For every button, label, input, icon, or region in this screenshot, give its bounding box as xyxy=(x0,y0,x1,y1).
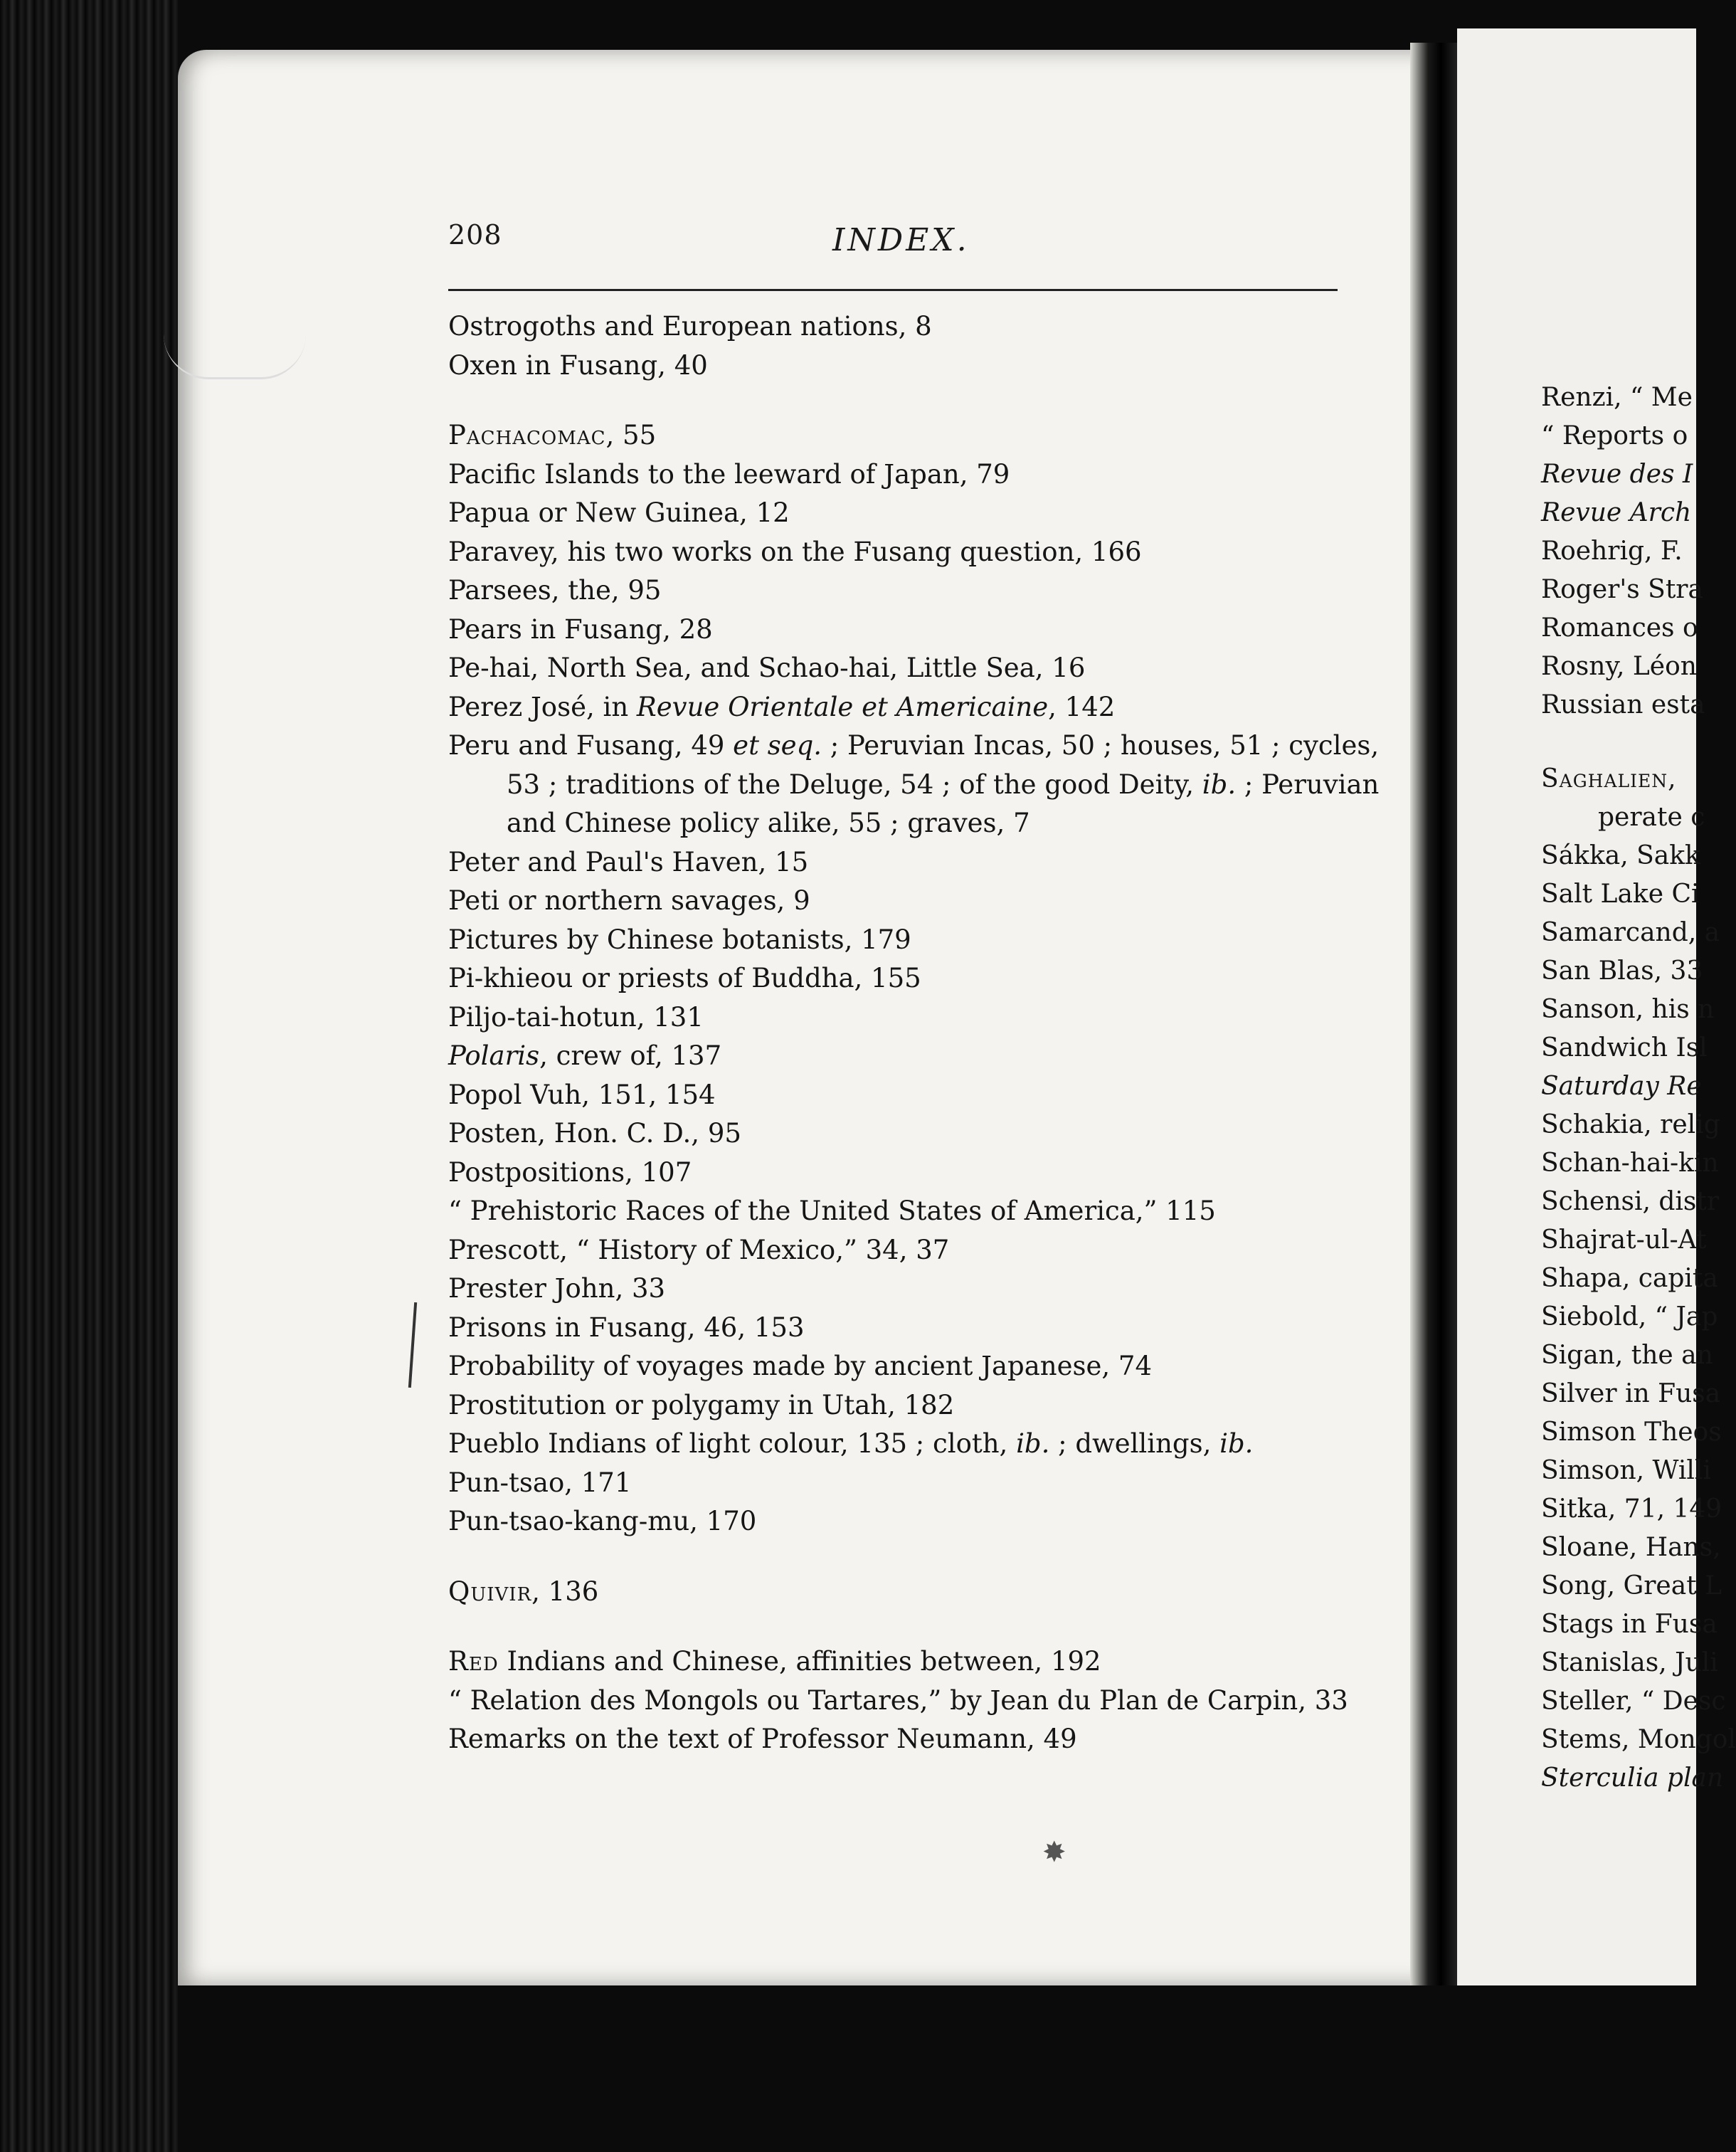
index-entry-text: Song, Great L xyxy=(1541,1571,1722,1600)
index-entry xyxy=(448,1037,1359,1076)
index-entry xyxy=(1541,1413,1726,1452)
index-entry-text: Prostitution or polygamy in Utah, 182 xyxy=(448,1389,955,1420)
index-entry-text: Steller, “ Desc xyxy=(1541,1687,1726,1716)
index-entry-continuation xyxy=(448,804,1359,843)
index-entry-text: Sigan, the an xyxy=(1541,1341,1713,1370)
index-entry-text: Pun-tsao, 171 xyxy=(448,1467,632,1498)
index-entry xyxy=(1541,1567,1726,1605)
index-entry-text: Revue des I xyxy=(1541,460,1693,489)
index-entry-text: Polaris xyxy=(448,1040,540,1071)
index-entry-text: Pears in Fusang, 28 xyxy=(448,613,713,645)
index-entry-text: Quivir xyxy=(448,1576,532,1607)
index-entry-text: ib. xyxy=(1202,769,1237,800)
index-entries xyxy=(448,307,1380,1759)
index-entry-continuation xyxy=(1541,798,1726,837)
index-entry xyxy=(448,843,1359,882)
index-entry xyxy=(448,1231,1359,1270)
index-entry-text: ; dwellings, xyxy=(1049,1428,1220,1459)
index-entry xyxy=(1541,1721,1736,1759)
index-entry xyxy=(1541,914,1726,952)
index-entry-text: ib. xyxy=(1016,1428,1050,1459)
index-entry xyxy=(1541,686,1726,724)
index-entry-text: Prescott, “ History of Mexico,” 34, 37 xyxy=(448,1234,950,1265)
index-entry-text: , 55 xyxy=(605,420,657,450)
index-entry xyxy=(448,1425,1359,1464)
index-entry-text: Sandwich Isl xyxy=(1541,1033,1708,1062)
index-entry-text: Peru and Fusang, 49 xyxy=(448,730,734,761)
index-entry-text: Saturday Re xyxy=(1541,1072,1702,1101)
index-entry xyxy=(448,1192,1359,1231)
index-entry-text: “ Prehistoric Races of the United States of America,” 115 xyxy=(448,1196,1216,1226)
index-entry xyxy=(1541,648,1726,686)
index-entry xyxy=(448,1682,1359,1721)
index-entry-text: Stags in Fusa xyxy=(1541,1610,1718,1639)
index-entry-text: Salt Lake Ci xyxy=(1541,880,1700,909)
index-entry xyxy=(1541,1529,1726,1567)
index-entry-text: “ Reports o xyxy=(1541,421,1688,450)
index-entry xyxy=(448,1502,1359,1541)
index-entry-text: Postpositions, 107 xyxy=(448,1156,692,1188)
index-entry-text: San Blas, 33 xyxy=(1541,956,1703,986)
index-entry xyxy=(1541,455,1726,494)
index-entry-text: Shapa, capita xyxy=(1541,1264,1718,1293)
index-entry xyxy=(448,1347,1359,1386)
running-head: INDEX. xyxy=(832,222,970,258)
index-entry xyxy=(1541,609,1726,648)
index-entry xyxy=(1541,991,1726,1029)
index-entry xyxy=(1541,1644,1726,1682)
index-entry-text: Pictures by Chinese botanists, 179 xyxy=(448,924,911,955)
book-gutter xyxy=(1410,43,1461,2021)
index-entry-text: Sanson, his n xyxy=(1541,995,1715,1024)
scan-border xyxy=(178,1985,1696,2152)
index-entry xyxy=(448,688,1359,727)
index-entry xyxy=(448,921,1359,960)
index-entry-text: Revue Arch xyxy=(1541,498,1692,527)
index-entry-text: Pueblo Indians of light colour, 135 ; cloth, xyxy=(448,1428,1017,1459)
index-entry-text: Pi-khieou or priests of Buddha, 155 xyxy=(448,963,921,993)
index-entry-text: Peter and Paul's Haven, 15 xyxy=(448,846,809,877)
index-entry xyxy=(1541,379,1726,417)
index-entry-text: , 136 xyxy=(531,1576,599,1607)
index-entry-text: Prester John, 33 xyxy=(448,1273,666,1304)
index-entry-text: Pachacomac xyxy=(448,420,606,450)
index-entry xyxy=(1541,1759,1726,1798)
index-entry-text: 53 ; traditions of the Deluge, 54 ; of the good Deity, xyxy=(507,769,1202,800)
index-entry xyxy=(1541,532,1726,571)
index-entry-text: Roger's Stra xyxy=(1541,575,1703,604)
index-entry-text: et seq. xyxy=(733,730,822,761)
section-gap xyxy=(448,1611,1359,1642)
index-entry xyxy=(448,882,1359,921)
index-entry-text: perate c xyxy=(1598,803,1705,832)
index-entry-text: , xyxy=(1668,764,1676,793)
index-entry xyxy=(448,1076,1359,1115)
index-entry xyxy=(1541,1260,1726,1298)
index-entry-text: Rosny, Léon xyxy=(1541,652,1697,681)
right-index-entries xyxy=(1541,379,1736,1798)
index-entry-text: Roehrig, F. xyxy=(1541,537,1683,566)
index-entry xyxy=(448,533,1359,572)
index-entry xyxy=(1541,760,1726,798)
index-entry xyxy=(1541,1682,1726,1721)
index-entry-text: Popol Vuh, 151, 154 xyxy=(448,1079,716,1110)
index-entry-text: , crew of, 137 xyxy=(539,1040,722,1071)
index-entry xyxy=(1541,1490,1726,1529)
index-entry xyxy=(1541,1029,1726,1067)
index-entry-text: Russian esta xyxy=(1541,690,1705,719)
index-entry-text: Pe-hai, North Sea, and Schao-hai, Little Sea, 16 xyxy=(448,653,1086,683)
index-entry-text: Stems, Mongol xyxy=(1541,1725,1736,1754)
index-entry xyxy=(1541,1336,1726,1375)
index-entry xyxy=(448,611,1359,650)
index-entry-text: Simson, Willi xyxy=(1541,1456,1711,1485)
index-entry-text: Prisons in Fusang, 46, 153 xyxy=(448,1312,805,1343)
index-entry xyxy=(448,494,1359,533)
index-entry-text: ; Peruvian Incas, 50 ; houses, 51 ; cycles, xyxy=(822,730,1380,761)
bookmark-thread xyxy=(164,334,306,379)
index-entry xyxy=(1541,571,1726,609)
ink-blot: ✸ xyxy=(1042,1836,1067,1869)
header-rule xyxy=(448,289,1338,291)
book-edge xyxy=(0,0,178,2152)
index-entry-text: Sákka, Sakk xyxy=(1541,841,1700,870)
index-entry-text: and Chinese policy alike, 55 ; graves, 7 xyxy=(507,808,1030,838)
index-entry-text: Parsees, the, 95 xyxy=(448,575,662,606)
index-entry-text: ib. xyxy=(1219,1428,1254,1459)
index-entry-text: Ostrogoths and European nations, 8 xyxy=(448,311,932,342)
index-entry-text: Oxen in Fusang, 40 xyxy=(448,349,708,381)
index-entry-text: Schan-hai-kin xyxy=(1541,1149,1719,1178)
index-entry xyxy=(1541,837,1726,875)
index-entry-text: Perez José, in xyxy=(448,691,637,722)
index-entry-text: “ Relation des Mongols ou Tartares,” by Jean du Plan de Carpin, 33 xyxy=(448,1684,1348,1716)
index-entry-text: Papua or New Guinea, 12 xyxy=(448,497,790,528)
index-entry-text: Posten, Hon. C. D., 95 xyxy=(448,1118,741,1149)
index-entry-text: Silver in Fusa xyxy=(1541,1379,1721,1408)
index-entry-text: Saghalien xyxy=(1541,764,1668,793)
index-entry xyxy=(1541,1067,1726,1106)
index-entry-text: Probability of voyages made by ancient Japanese, 74 xyxy=(448,1351,1153,1381)
right-page xyxy=(1457,28,1736,1993)
index-entry xyxy=(448,1386,1359,1425)
index-entry xyxy=(1541,1298,1726,1336)
page-number: 208 xyxy=(448,219,502,250)
index-entry-text: Samarcand, a xyxy=(1541,918,1720,947)
index-entry xyxy=(448,571,1359,611)
index-entry xyxy=(448,1270,1359,1309)
index-entry xyxy=(1541,494,1726,532)
index-entry xyxy=(448,307,1359,347)
index-entry xyxy=(448,1573,1359,1612)
index-entry xyxy=(448,1720,1359,1759)
index-entry-continuation xyxy=(448,766,1380,805)
index-entry xyxy=(448,649,1359,688)
index-entry-text: Revue Orientale et Americaine xyxy=(636,691,1049,722)
index-entry-text: Pun-tsao-kang-mu, 170 xyxy=(448,1506,757,1536)
index-entry-text: Renzi, “ Me xyxy=(1541,383,1693,412)
index-entry-text: Paravey, his two works on the Fusang question, 166 xyxy=(448,536,1142,567)
index-entry-text: Sterculia plan xyxy=(1541,1763,1724,1793)
index-entry-text: Red xyxy=(448,1646,499,1677)
index-entry xyxy=(1541,875,1726,914)
index-entry xyxy=(1541,1221,1726,1260)
index-entry-text: Pacific Islands to the leeward of Japan, 79 xyxy=(448,458,1010,490)
index-entry-text: Remarks on the text of Professor Neumann, 49 xyxy=(448,1724,1077,1754)
index-entry xyxy=(448,1642,1359,1682)
index-entry-text: Schensi, distr xyxy=(1541,1187,1720,1216)
index-entry-text: Siebold, “ Jap xyxy=(1541,1302,1718,1331)
index-entry xyxy=(448,1464,1359,1503)
section-gap xyxy=(448,1541,1359,1573)
index-entry xyxy=(448,998,1359,1038)
index-entry xyxy=(1541,1183,1726,1221)
section-gap xyxy=(1541,724,1726,760)
index-entry xyxy=(448,1309,1359,1348)
index-entry xyxy=(1541,1605,1726,1644)
index-entry-text: , 142 xyxy=(1048,691,1116,722)
index-entry-text: Schakia, relig xyxy=(1541,1110,1720,1139)
index-entry xyxy=(1541,1106,1726,1144)
index-entry xyxy=(1541,1375,1726,1413)
index-entry-text: Stanislas, Juli xyxy=(1541,1648,1718,1677)
index-entry-text: Piljo-tai-hotun, 131 xyxy=(448,1001,704,1033)
index-entry-text: Romances o xyxy=(1541,613,1698,643)
index-entry-text: Indians and Chinese, affinities between, 192 xyxy=(498,1646,1101,1677)
index-entry xyxy=(448,455,1359,495)
index-entry xyxy=(448,1114,1359,1154)
index-entry xyxy=(448,1154,1359,1193)
index-entry-text: ; Peruvian xyxy=(1236,769,1380,800)
index-entry xyxy=(448,959,1359,998)
index-entry xyxy=(448,347,1359,386)
index-entry xyxy=(1541,1144,1726,1183)
index-entry-text: Shajrat-ul-At xyxy=(1541,1225,1707,1255)
index-entry xyxy=(1541,952,1726,991)
index-entry xyxy=(1541,1452,1726,1490)
index-entry xyxy=(448,727,1380,766)
index-entry xyxy=(1541,417,1726,455)
index-entry xyxy=(448,416,1359,455)
index-entry-text: Simson Theos xyxy=(1541,1418,1722,1447)
index-entry-text: Peti or northern savages, 9 xyxy=(448,885,810,916)
index-entry-text: Sitka, 71, 149 xyxy=(1541,1494,1722,1524)
section-gap xyxy=(448,385,1359,416)
index-entry-text: Sloane, Hans, xyxy=(1541,1533,1721,1562)
